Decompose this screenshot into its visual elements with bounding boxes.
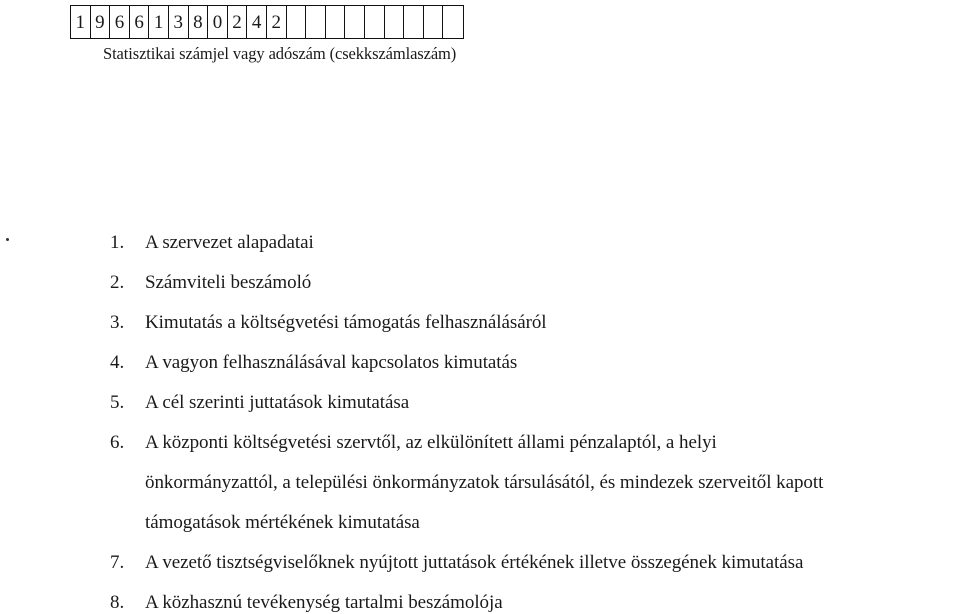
list-item-text: támogatások mértékének kimutatása [145,512,420,533]
list-item-number: 1. [110,232,125,253]
list-item-number: 7. [110,552,125,573]
digit-cell [326,6,346,38]
digit-cell: 9 [91,6,111,38]
list-item-number: 2. [110,272,125,293]
digit-cell [443,6,463,38]
digit-cell [385,6,405,38]
list-item-text: Kimutatás a költségvetési támogatás felhasználásáról [145,312,547,333]
digit-cell: 1 [71,6,91,38]
digit-cell: 2 [228,6,248,38]
list-item-number: 6. [110,432,125,453]
list-item-text: A központi költségvetési szervtől, az elkülönített állami pénzalaptól, a helyi [145,432,717,453]
digit-cell [306,6,326,38]
digit-cell: 0 [208,6,228,38]
list-item-number: 5. [110,392,125,413]
list-item-text: önkormányzattól, a települési önkormányzatok társulásától, és mindezek szerveitől kapott [145,472,824,493]
list-item-text: Számviteli beszámoló [145,272,312,293]
list-item-text: A közhasznú tevékenység tartalmi beszámolója [145,592,503,613]
digit-cell: 6 [130,6,150,38]
list-item-text: A vagyon felhasználásával kapcsolatos kimutatás [145,352,518,373]
list-item-text: A cél szerinti juttatások kimutatása [145,392,410,413]
digit-cell: 3 [169,6,189,38]
statistical-number-caption: Statisztikai számjel vagy adószám (csekkszámlaszám) [103,44,457,63]
digit-cell [424,6,444,38]
list-item-text: A szervezet alapadatai [145,232,314,253]
digit-cell [365,6,385,38]
list-item-number: 4. [110,352,125,373]
statistical-number-boxes [70,5,464,39]
digit-cell [404,6,424,38]
digit-cell [345,6,365,38]
stray-dot [6,238,9,241]
list-item-text: A vezető tisztségviselőknek nyújtott juttatások értékének illetve összegének kimutatása [145,552,804,573]
digit-cell [287,6,307,38]
list-item-number: 3. [110,312,125,333]
list-item-number: 8. [110,592,125,613]
digit-cell: 2 [267,6,287,38]
digit-cell: 1 [149,6,169,38]
digit-cell: 6 [110,6,130,38]
digit-cell: 4 [247,6,267,38]
digit-cell: 8 [189,6,209,38]
